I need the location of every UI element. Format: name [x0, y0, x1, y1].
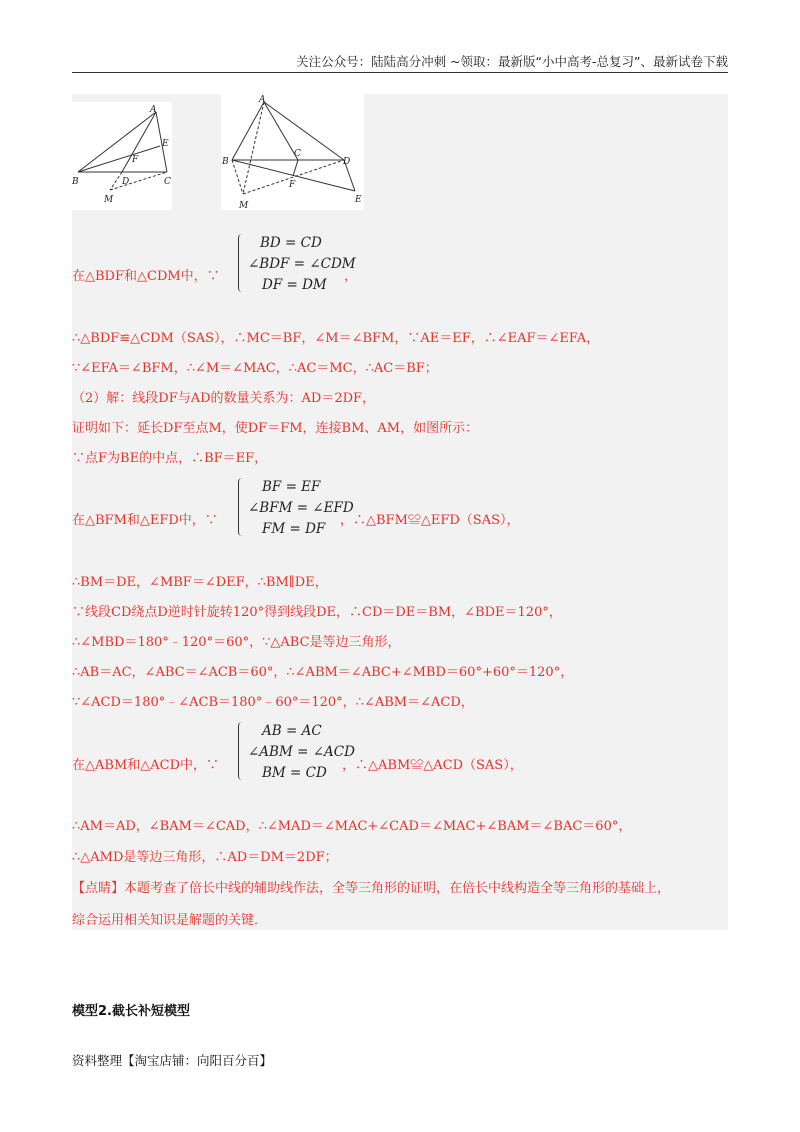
proof-line-5: ∵点F为BE的中点，∴BF＝EF，	[72, 451, 268, 466]
sys1-line-3: DF = DM	[262, 277, 327, 293]
fig2-label-c: C	[294, 149, 301, 159]
proof-line-6: ∴BM＝DE，∠MBF＝∠DEF，∴BM∥DE，	[72, 575, 328, 590]
sys3-line-1: AB = AC	[262, 723, 322, 739]
comment-line-1: 【点睛】本题考查了倍长中线的辅助线作法，全等三角形的证明，在倍长中线构造全等三角形的基础上，	[72, 881, 671, 896]
sys1-prefix: 在△BDF和△CDM中，∵	[72, 269, 220, 284]
sys3-brace	[238, 722, 247, 780]
sys3-prefix: 在△ABM和△ACD中，∵	[72, 758, 220, 773]
sys2-prefix: 在△BFM和△EFD中，∵	[72, 513, 218, 528]
sys2-brace	[238, 478, 247, 536]
sys2-line-2: ∠BFM = ∠EFD	[248, 500, 354, 516]
comment-line-2: 综合运用相关知识是解题的关键．	[72, 913, 268, 928]
figure-1	[72, 102, 172, 210]
proof-line-11: ∴AM＝AD，∠BAM＝∠CAD，∴∠MAD＝∠MAC+∠CAD＝∠MAC+∠BAM＝∠BAC＝60°，	[72, 819, 632, 834]
fig1-label-c: C	[164, 177, 171, 187]
fig1-label-d: D	[122, 177, 130, 187]
fig2-label-d: D	[343, 157, 351, 167]
figure-1-svg	[72, 102, 172, 210]
fig1-label-b: B	[72, 177, 79, 187]
proof-line-7: ∵线段CD绕点D逆时针旋转120°得到线段DE，∴CD＝DE＝BM，∠BDE＝120°，	[72, 605, 562, 620]
sys2-suffix: ，∴△BFM≌△EFD（SAS），	[340, 513, 520, 528]
proof-line-4: 证明如下：延长DF至点M，使DF＝FM，连接BM、AM，如图所示：	[72, 421, 479, 436]
figure-2-svg	[221, 94, 364, 210]
fig1-label-m: M	[104, 195, 114, 205]
proof-line-9: ∴AB＝AC，∠ABC＝∠ACB＝60°，∴∠ABM＝∠ABC+∠MBD＝60°+60°＝120°，	[72, 665, 574, 680]
sys3-suffix: ，∴△ABM≌△ACD（SAS），	[342, 758, 523, 773]
fig1-label-e: E	[162, 139, 169, 149]
section-title: 模型2.截长补短模型	[72, 1004, 190, 1019]
fig2-label-e: E	[355, 195, 362, 205]
sys1-line-1: BD = CD	[260, 235, 322, 251]
fig2-label-m: M	[239, 201, 249, 210]
header-text: 关注公众号：陆陆高分冲刺 ~领取：最新版“小中高考-总复习”、最新试卷下载	[296, 54, 728, 69]
proof-line-12: ∴△AMD是等边三角形，∴AD＝DM＝2DF；	[72, 850, 338, 865]
sys2-line-3: FM = DF	[262, 521, 326, 537]
fig2-label-f: F	[289, 180, 296, 190]
proof-line-10: ∵∠ACD＝180°﹣∠ACB＝180°﹣60°＝120°，∴∠ABM＝∠ACD，	[72, 695, 474, 710]
proof-line-3: （2）解：线段DF与AD的数量关系为：AD＝2DF，	[72, 391, 376, 406]
proof-line-1: ∴△BDF≌△CDM（SAS），∴MC＝BF，∠M＝∠BFM，∵AE＝EF，∴∠EAF＝∠EFA，	[72, 331, 600, 346]
sys3-line-3: BM = CD	[262, 765, 327, 781]
proof-line-8: ∴∠MBD＝180°﹣120°＝60°，∵△ABC是等边三角形，	[72, 635, 401, 650]
page-footer: 资料整理【淘宝店铺：向阳百分百】	[72, 1053, 273, 1068]
figure-2	[221, 94, 364, 210]
page-header	[72, 52, 728, 73]
sys1-suffix: ，	[344, 269, 358, 284]
fig2-label-a: A	[259, 95, 266, 105]
fig2-label-b: B	[222, 157, 229, 167]
sys3-line-2: ∠ABM = ∠ACD	[248, 744, 355, 760]
sys1-line-2: ∠BDF = ∠CDM	[248, 256, 356, 272]
fig1-label-a: A	[150, 105, 157, 115]
sys2-line-1: BF = EF	[262, 479, 321, 495]
sys1-brace	[238, 234, 247, 292]
proof-line-2: ∵∠EFA＝∠BFM，∴∠M＝∠MAC，∴AC＝MC，∴AC＝BF；	[72, 361, 438, 376]
fig1-label-f: F	[132, 155, 139, 165]
